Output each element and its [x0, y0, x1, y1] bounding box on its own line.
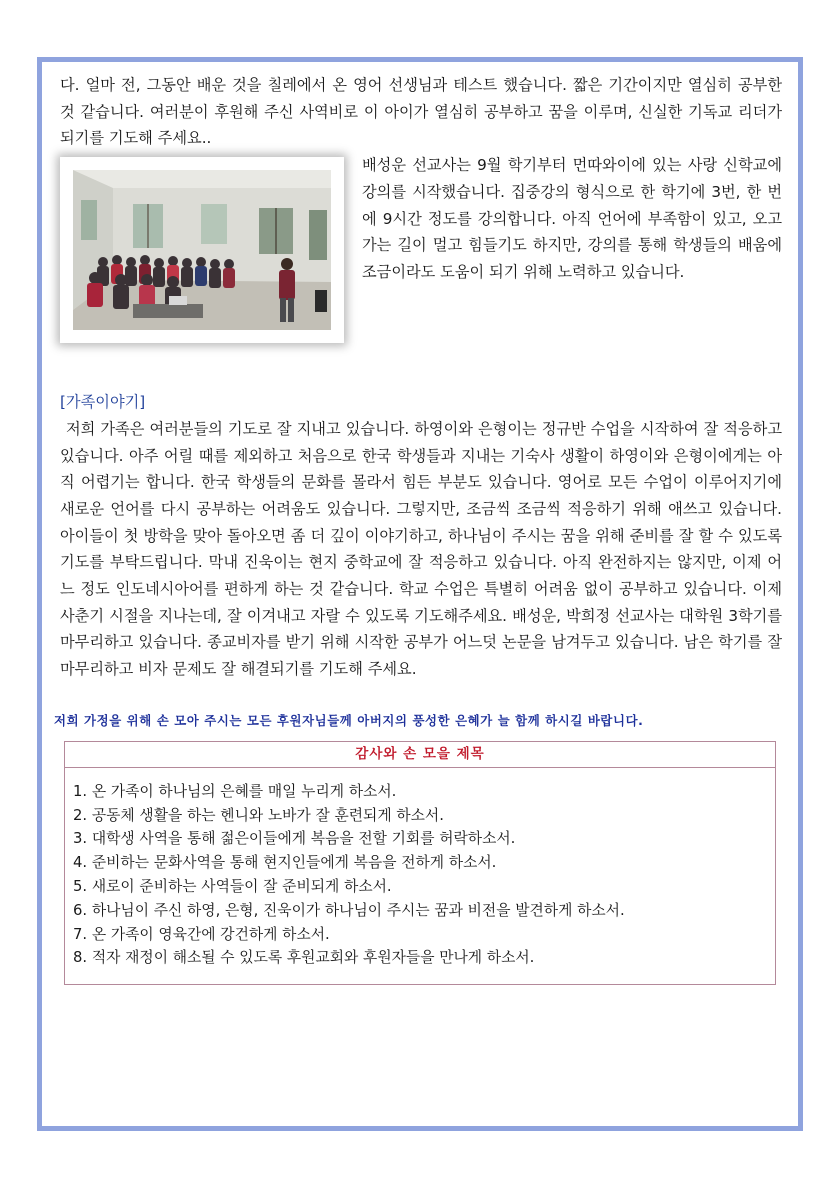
- prayer-item: 4. 준비하는 문화사역을 통해 현지인들에게 복음을 전하게 하소서.: [73, 854, 497, 872]
- newsletter-content: [54, 72, 782, 985]
- intro-paragraph: 다. 얼마 전, 그동안 배운 것을 칠레에서 온 영어 선생님과 테스트 했습니다. 짧은 기간이지만 열심히 공부한 것 같습니다. 여러분이 후원해 주신 사역비로 이 아이가 열심히 공부하고 꿈을 이루며, 신실한 기독교 리더가 되기를 기도해 주세요..: [60, 76, 782, 148]
- prayer-item: 3. 대학생 사역을 통해 젊은이들에게 복음을 전할 기회를 허락하소서.: [73, 830, 516, 848]
- prayer-item: 1. 온 가족이 하나님의 은혜를 매일 누리게 하소서.: [73, 782, 397, 800]
- prayer-item: 8. 적자 재정이 해소될 수 있도록 후원교회와 후원자들을 만나게 하소서.: [73, 949, 535, 967]
- prayer-item: 6. 하나님이 주신 하영, 은형, 진욱이가 하나님이 주시는 꿈과 비전을 발견하게 하소서.: [73, 901, 625, 919]
- family-story-paragraph: 저희 가족은 여러분들의 기도로 잘 지내고 있습니다. 하영이와 은형이는 정규반 수업을 시작하여 잘 적응하고 있습니다. 아주 어릴 때를 제외하고 처음으로 한국 학생들과 지내는 기숙사 생활이 하영이와 은형이에게는 아직 어렵기는 합니다. 한국 학생들의 문화를 몰라서 힘든 부분도 있습니다. 영어로 모든 수업이 이루어지기에 새로운 언어를 다시 공부하는 어려움도 있습니다. 그렇지만, 조금씩 조금씩 적응하기 위해 애쓰고 있습니다. 아이들이 첫 방학을 맞아 돌아오면 좀 더 깊이 이야기하고, 하나님이 주시는 꿈을 위해 준비를 잘 할 수 있도록 기도를 부탁드립니다. 막내 진욱이는 현지 중학교에 잘 적응하고 있습니다. 아직 완전하지는 않지만, 이제 어느 정도 인도네시아어를 편하게 하는 것 같습니다. 학교 수업은 특별히 어려움 없이 공부하고 있습니다. 이제 사춘기 시절을 지나는데, 잘 이겨내고 자랄 수 있도록 기도해주세요. 배성운, 박희정 선교사는 대학원 3학기를 마무리하고 있습니다. 종교비자를 받기 위해 시작한 공부가 어느덧 논문을 남겨두고 있습니다. 남은 학기를 잘 마무리하고 비자 문제도 잘 해결되기를 기도해 주세요.: [60, 419, 782, 679]
- prayer-item: 2. 공동체 생활을 하는 헨니와 노바가 잘 훈련되게 하소서.: [73, 806, 444, 824]
- classroom-photo-frame: [60, 157, 344, 343]
- prayer-requests-list: [65, 768, 775, 984]
- prayer-item: 5. 새로이 준비하는 사역들이 잘 준비되게 하소서.: [73, 878, 392, 896]
- blessing-line: 저희 가정을 위해 손 모아 주시는 모든 후원자님들께 아버지의 풍성한 은혜가 늘 함께 하시길 바랍니다.: [54, 712, 644, 728]
- ministry-paragraph: 배성운 선교사는 9월 학기부터 먼따와이에 있는 사랑 신학교에 강의를 시작했습니다. 집중강의 형식으로 한 학기에 3번, 한 번에 9시간 정도를 강의합니다. 아직 언어에 부족함이 있고, 오고 가는 길이 멀고 힘들기도 하지만, 강의를 통해 학생들의 배움에 조금이라도 도움이 되기 위해 노력하고 있습니다.: [362, 156, 782, 281]
- prayer-requests-title: 감사와 손 모을 제목: [65, 742, 775, 768]
- family-story-heading: [가족이야기]: [60, 393, 146, 412]
- prayer-item: 7. 온 가족이 영육간에 강건하게 하소서.: [73, 925, 330, 943]
- classroom-photo: [73, 170, 331, 330]
- prayer-requests-box: [64, 741, 776, 985]
